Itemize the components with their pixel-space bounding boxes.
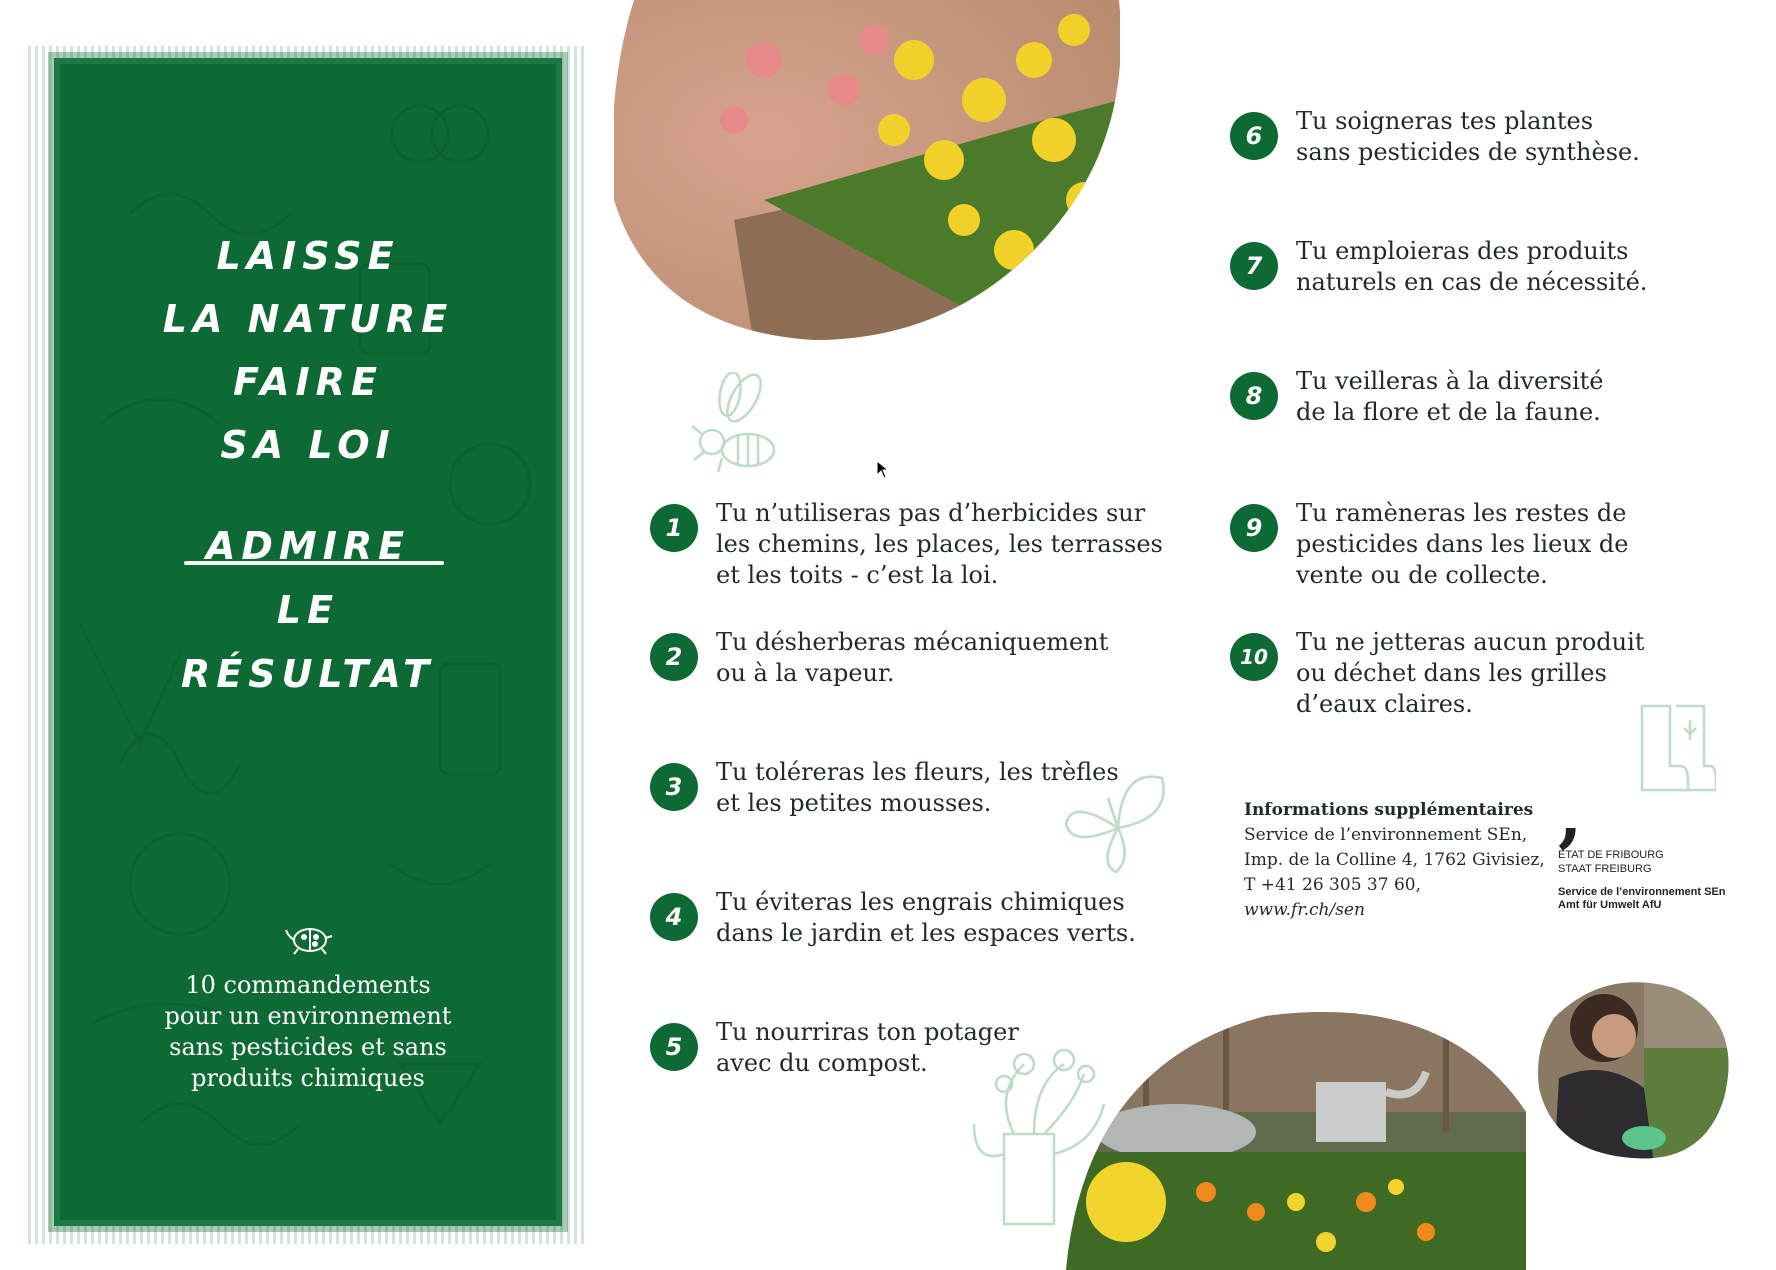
slogan-line-6: LE <box>276 588 340 632</box>
commandment-text <box>1296 498 1628 591</box>
subtitle-line-4: produits chimiques <box>191 1064 425 1092</box>
info-phone: T +41 26 305 37 60, <box>1244 875 1421 895</box>
garden-photo <box>1066 1002 1526 1270</box>
number-badge: 9 <box>1230 504 1278 552</box>
line: de la flore et de la faune. <box>1296 398 1601 426</box>
logo-line: ETAT DE FRIBOURG <box>1558 849 1664 861</box>
commandment-8 <box>1230 366 1603 428</box>
info-website-link[interactable]: www.fr.ch/sen <box>1244 900 1365 920</box>
commandment-text <box>1296 106 1640 168</box>
logo-line: Amt für Umwelt AfU <box>1558 899 1662 911</box>
info-line: Imp. de la Colline 4, 1762 Givisiez, <box>1244 850 1545 870</box>
info-line: Service de l’environnement SEn, <box>1244 825 1528 845</box>
logo-line: Service de l’environnement SEn <box>1558 886 1726 898</box>
line: Tu soigneras tes plantes <box>1296 107 1594 135</box>
slogan-line-2: LA NATURE <box>162 297 454 341</box>
number-badge: 5 <box>650 1023 698 1071</box>
line: naturels en cas de nécessité. <box>1296 268 1648 296</box>
number-badge: 10 <box>1230 633 1278 681</box>
commandment-7 <box>1230 236 1647 298</box>
canton-fribourg-logo <box>1558 773 1726 912</box>
line: et les toits - c’est la loi. <box>716 561 999 589</box>
logo-line: STAAT FREIBURG <box>1558 863 1652 875</box>
commandment-9 <box>1230 498 1628 591</box>
number-badge: 7 <box>1230 242 1278 290</box>
commandment-2 <box>650 627 1108 689</box>
line: dans le jardin et les espaces verts. <box>716 919 1136 947</box>
subtitle-line-3: sans pesticides et sans <box>169 1033 447 1061</box>
line: Tu emploieras des produits <box>1296 237 1629 265</box>
commandment-text <box>716 498 1163 591</box>
subtitle-line-2: pour un environnement <box>164 1002 452 1030</box>
line: Tu n’utiliseras pas d’herbicides sur <box>716 499 1146 527</box>
slogan-line-7: RÉSULTAT <box>180 652 436 696</box>
line: Tu veilleras à la diversité <box>1296 367 1604 395</box>
line: sans pesticides de synthèse. <box>1296 138 1640 166</box>
contact-info <box>1244 798 1545 923</box>
line: et les petites mousses. <box>716 789 992 817</box>
commandment-1 <box>650 498 1163 591</box>
line: Tu éviteras les engrais chimiques <box>716 888 1125 916</box>
mouse-cursor-icon <box>876 460 890 480</box>
commandment-text <box>716 627 1108 689</box>
commandment-text <box>716 757 1119 819</box>
line: Tu désherberas mécaniquement <box>716 628 1109 656</box>
ladybug-icon <box>284 922 334 956</box>
commandment-text <box>1296 236 1647 298</box>
panel-subtitle <box>60 970 556 1094</box>
slogan-line-4: SA LOI <box>220 423 396 467</box>
commandment-10 <box>1230 627 1644 720</box>
line: Tu ne jetteras aucun produit <box>1296 628 1645 656</box>
number-badge: 6 <box>1230 112 1278 160</box>
line: les chemins, les places, les terrasses <box>716 530 1163 558</box>
commandment-text <box>1296 366 1603 428</box>
child-gardening-photo <box>1534 978 1734 1164</box>
logo-comma-mark: , <box>1558 773 1583 856</box>
commandment-text <box>1296 627 1644 720</box>
line: pesticides dans les lieux de <box>1296 530 1629 558</box>
line: avec du compost. <box>716 1049 928 1077</box>
subtitle-line-1: 10 commandements <box>185 971 431 999</box>
line: Tu ramèneras les restes de <box>1296 499 1627 527</box>
info-heading: Informations supplémentaires <box>1244 800 1534 820</box>
bee-illustration <box>682 372 786 482</box>
line: d’eaux claires. <box>1296 690 1473 718</box>
commandment-text <box>716 1017 1019 1079</box>
line: ou à la vapeur. <box>716 659 895 687</box>
slogan-line-3: FAIRE <box>233 360 383 404</box>
number-badge: 8 <box>1230 372 1278 420</box>
line: Tu toléreras les fleurs, les trèfles <box>716 758 1119 786</box>
slogan-panel <box>60 64 556 1220</box>
number-badge: 2 <box>650 633 698 681</box>
commandment-6 <box>1230 106 1640 168</box>
slogan-line-5: ADMIRE <box>205 524 411 568</box>
commandment-text <box>716 887 1136 949</box>
flowers-photo <box>614 0 1120 345</box>
slogan-line-1: LAISSE <box>216 234 400 278</box>
number-badge: 4 <box>650 893 698 941</box>
line: ou déchet dans les grilles <box>1296 659 1607 687</box>
commandment-4 <box>650 887 1136 949</box>
commandment-5 <box>650 1017 1019 1079</box>
line: vente ou de collecte. <box>1296 561 1548 589</box>
number-badge: 1 <box>650 504 698 552</box>
commandment-3 <box>650 757 1119 819</box>
line: Tu nourriras ton potager <box>716 1018 1019 1046</box>
number-badge: 3 <box>650 763 698 811</box>
